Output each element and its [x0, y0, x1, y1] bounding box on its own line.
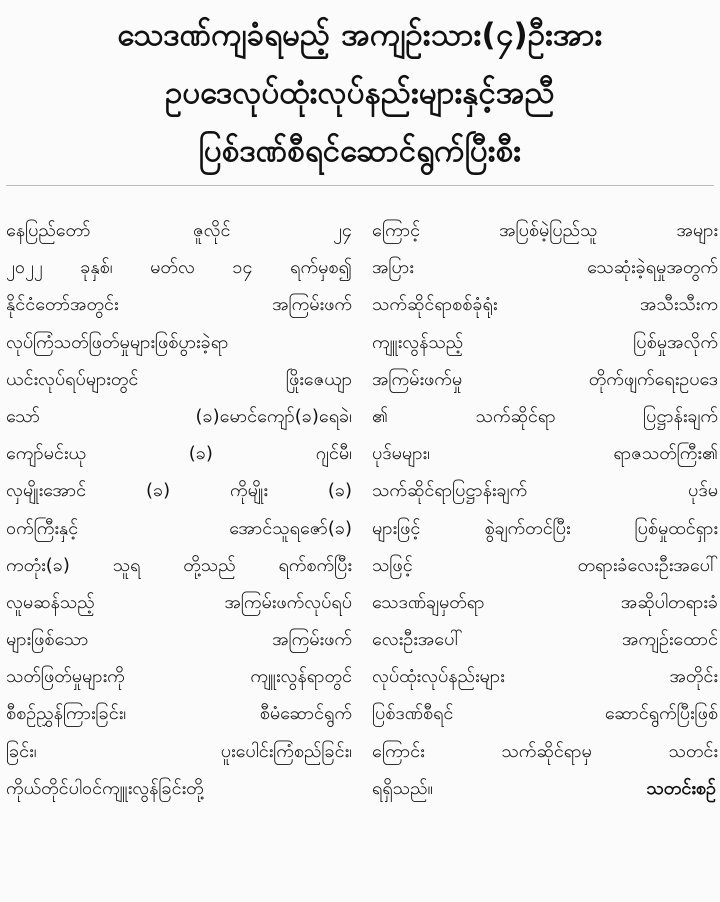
body-line: ပြစ်ဒဏ်စီရင် ဆောင်ရွက်ပြီးဖြစ် — [372, 703, 718, 725]
body-line: ကြောင်း သက်ဆိုင်ရာမှ သတင်း — [372, 740, 718, 762]
body-line: လူမဆန်သည့် အကြမ်းဖက်လုပ်ရပ် — [6, 591, 352, 613]
body-line: များဖြစ်သော အကြမ်းဖက် — [6, 629, 352, 651]
body-line: များဖြင့် စွဲချက်တင်ပြီး ပြစ်မှုထင်ရှား — [372, 517, 718, 539]
body-line-with-byline — [372, 770, 718, 807]
body-line: ကတုံး(ခ) သူရ တို့သည် ရက်စက်ပြီး — [6, 554, 352, 576]
headline-line-1: သေဒဏ်ကျခံရမည့် အကျဉ်းသား(၄)ဦးအား — [117, 17, 603, 53]
body-line: ၂၀၂၂ ခုနှစ်၊ မတ်လ ၁၄ ရက်မှစ၍ — [6, 257, 352, 279]
headline-line-3: ပြစ်ဒဏ်စီရင်ဆောင်ရွက်ပြီးစီး — [198, 133, 522, 169]
article-column-left — [6, 212, 352, 807]
body-line: သတ်ဖြတ်မှုများကို ကျူးလွန်ရာတွင် — [6, 666, 352, 688]
body-line: ကျော်မင်းယု (ခ) ဂျင်မီ၊ — [6, 443, 352, 465]
body-line: လှမျိုးအောင် (ခ) ကိုမျိုး (ခ) — [6, 480, 352, 502]
body-line: ပုဒ်မများ၊ ရာဇသတ်ကြီး၏ — [372, 443, 718, 465]
body-line: အပြား သေဆုံးခဲ့ရမှုအတွက် — [372, 257, 718, 279]
body-line: နေပြည်တော် ဇူလိုင် ၂၄ — [6, 220, 352, 241]
body-line: လုပ်ထုံးလုပ်နည်းများ အတိုင်း — [372, 666, 718, 688]
body-line-text: ရရှိသည်။ — [372, 777, 433, 799]
body-line: အကြမ်းဖက်မှု တိုက်ဖျက်ရေးဥပဒေ — [372, 368, 718, 390]
body-line: သော် (ခ)မောင်ကျော်(ခ)ရေခဲ၊ — [6, 405, 352, 427]
headline — [0, 0, 720, 178]
body-line: ယင်းလုပ်ရပ်များတွင် ဖြိုးဇေယျာ — [6, 368, 352, 390]
article-column-right — [372, 212, 718, 807]
body-line: စီစဉ်ညွှန်ကြားခြင်း၊ စီမံဆောင်ရွက် — [6, 703, 352, 725]
body-line: လုပ်ကြံသတ်ဖြတ်မှုများဖြစ်ပွားခဲ့ရာ — [6, 331, 229, 353]
body-line: သက်ဆိုင်ရာစစ်ခုံရုံး အသီးသီးက — [372, 294, 718, 316]
body-line: ကိုယ်တိုင်ပါဝင်ကျူးလွန်ခြင်းတို့ — [6, 777, 204, 799]
body-line: သက်ဆိုင်ရာပြဋ္ဌာန်းချက် ပုဒ်မ — [372, 480, 718, 502]
body-line: လေးဦးအပေါ် အကျဉ်းထောင် — [372, 629, 718, 651]
headline-line-2: ဥပဒေလုပ်ထုံးလုပ်နည်းများနှင့်အညီ — [165, 75, 555, 111]
body-line: ကျူးလွန်သည့် ပြစ်မှုအလိုက် — [372, 331, 718, 353]
body-line: ၏ သက်ဆိုင်ရာ ပြဋ္ဌာန်းချက် — [372, 405, 718, 427]
body-line: ကြောင့် အပြစ်မဲ့ပြည်သူ အများ — [372, 220, 718, 241]
body-line: သေဒဏ်ချမှတ်ရာ အဆိုပါတရားခံ — [372, 591, 718, 613]
byline: သတင်းစဉ် — [646, 777, 716, 799]
body-line: နိုင်ငံတော်အတွင်း အကြမ်းဖက် — [6, 294, 352, 316]
body-line: ခြင်း၊ ပူးပေါင်းကြံစည်ခြင်း၊ — [6, 740, 352, 762]
body-line: ဝက်ကြီးနှင့် အောင်သူရဇော်(ခ) — [6, 517, 352, 539]
body-line: သဖြင့် တရားခံလေးဦးအပေါ် — [372, 554, 718, 576]
headline-divider — [6, 185, 714, 186]
